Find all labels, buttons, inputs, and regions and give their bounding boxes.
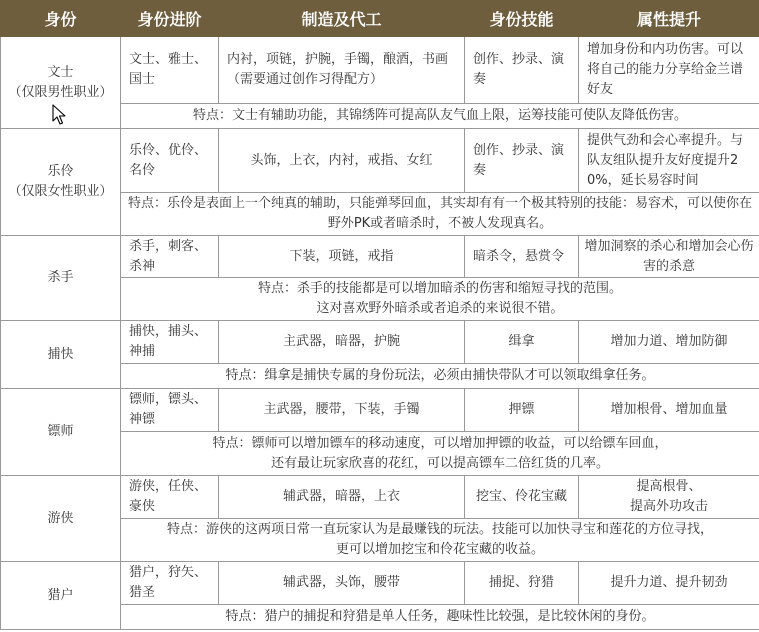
note-cell: 特点：游侠的这两项日常一直玩家认为是最赚钱的玩法。技能可以加快寻宝和莲花的方位寻找， 更可以增加挖宝和伶花宝藏的收益。 bbox=[121, 519, 759, 562]
advance-cell: 镖师，镖头、神镖 bbox=[121, 389, 219, 432]
note-cell: 特点：猎户的捕捉和狩猎是单人任务，趣味性比较强，是比较休闲的身份。 bbox=[121, 605, 759, 630]
attribute-cell: 增加身份和内功伤害。可以将自己的能力分享给金兰谱好友 bbox=[579, 37, 759, 104]
table-row bbox=[1, 321, 759, 364]
identity-cell: 猎户 bbox=[1, 562, 121, 630]
craft-cell: 头饰，上衣，内衬，戒指、女红 bbox=[219, 129, 465, 193]
skill-cell: 暗杀令，悬赏令 bbox=[465, 236, 579, 278]
attribute-cell: 提供气劲和会心率提升。与队友组队提升友好度提升20%，延长易容时间 bbox=[579, 129, 759, 193]
advance-cell: 杀手，刺客、杀神 bbox=[121, 236, 219, 278]
skill-cell: 押镖 bbox=[465, 389, 579, 432]
header-craft: 制造及代工 bbox=[219, 1, 465, 37]
skill-cell: 捕捉、狩猎 bbox=[465, 562, 579, 605]
skill-cell: 创作、抄录、演奏 bbox=[465, 129, 579, 193]
attribute-cell: 增加洞察的杀心和增加会心伤害的杀意 bbox=[579, 236, 759, 278]
identity-cell: 镖师 bbox=[1, 389, 121, 476]
header-advance: 身份进阶 bbox=[121, 1, 219, 37]
note-cell: 特点：乐伶是表面上一个纯真的辅助，只能弹琴回血，其实却有有一个极其特别的技能：易容术，可以使你在野外PK或者暗杀时，不被人发现真名。 bbox=[121, 193, 759, 236]
note-cell: 特点：镖师可以增加镖车的移动速度，可以增加押镖的收益，可以给镖车回血， 还有最让玩家欣喜的花红，可以提高镖车二倍红货的几率。 bbox=[121, 432, 759, 476]
advance-cell: 游侠，任侠、豪侠 bbox=[121, 476, 219, 519]
skill-cell: 创作、抄录、演奏 bbox=[465, 37, 579, 104]
header-skill: 身份技能 bbox=[465, 1, 579, 37]
craft-cell: 主武器，腰带，下装，手镯 bbox=[219, 389, 465, 432]
identity-cell: 乐伶 （仅限女性职业） bbox=[1, 129, 121, 236]
header-identity: 身份 bbox=[1, 1, 121, 37]
attribute-cell: 增加根骨、增加血量 bbox=[579, 389, 759, 432]
table-row bbox=[1, 562, 759, 605]
header-attribute: 属性提升 bbox=[579, 1, 759, 37]
craft-cell: 内衬，项链，护腕，手镯，酿酒，书画（需要通过创作习得配方） bbox=[219, 37, 465, 104]
identity-cell: 游侠 bbox=[1, 476, 121, 562]
table-row bbox=[1, 389, 759, 432]
advance-cell: 乐伶、优伶、名伶 bbox=[121, 129, 219, 193]
table-row bbox=[1, 129, 759, 193]
identity-cell: 文士 （仅限男性职业） bbox=[1, 37, 121, 129]
advance-cell: 猎户，狩矢、猎圣 bbox=[121, 562, 219, 605]
note-cell: 特点：缉拿是捕快专属的身份玩法，必须由捕快带队才可以领取缉拿任务。 bbox=[121, 364, 759, 389]
attribute-cell: 提升力道、提升韧劲 bbox=[579, 562, 759, 605]
craft-cell: 主武器，暗器，护腕 bbox=[219, 321, 465, 364]
craft-cell: 下装，项链，戒指 bbox=[219, 236, 465, 278]
table-row bbox=[1, 476, 759, 519]
note-cell: 特点：杀手的技能都是可以增加暗杀的伤害和缩短寻找的范围。 这对喜欢野外暗杀或者追杀的来说很不错。 bbox=[121, 278, 759, 321]
identity-cell: 捕快 bbox=[1, 321, 121, 389]
attribute-cell: 增加力道、增加防御 bbox=[579, 321, 759, 364]
attribute-cell: 提高根骨、 提高外功攻击 bbox=[579, 476, 759, 519]
advance-cell: 捕快，捕头、神捕 bbox=[121, 321, 219, 364]
note-cell: 特点：文士有辅助功能，其锦绣阵可提高队友气血上限，运筹技能可使队友降低伤害。 bbox=[121, 104, 759, 129]
craft-cell: 辅武器，头饰，腰带 bbox=[219, 562, 465, 605]
craft-cell: 辅武器，暗器，上衣 bbox=[219, 476, 465, 519]
skill-cell: 缉拿 bbox=[465, 321, 579, 364]
header-row bbox=[1, 1, 759, 37]
table-row bbox=[1, 37, 759, 104]
skill-cell: 挖宝、伶花宝藏 bbox=[465, 476, 579, 519]
advance-cell: 文士、雅士、国士 bbox=[121, 37, 219, 104]
identity-cell: 杀手 bbox=[1, 236, 121, 321]
table-row bbox=[1, 236, 759, 278]
